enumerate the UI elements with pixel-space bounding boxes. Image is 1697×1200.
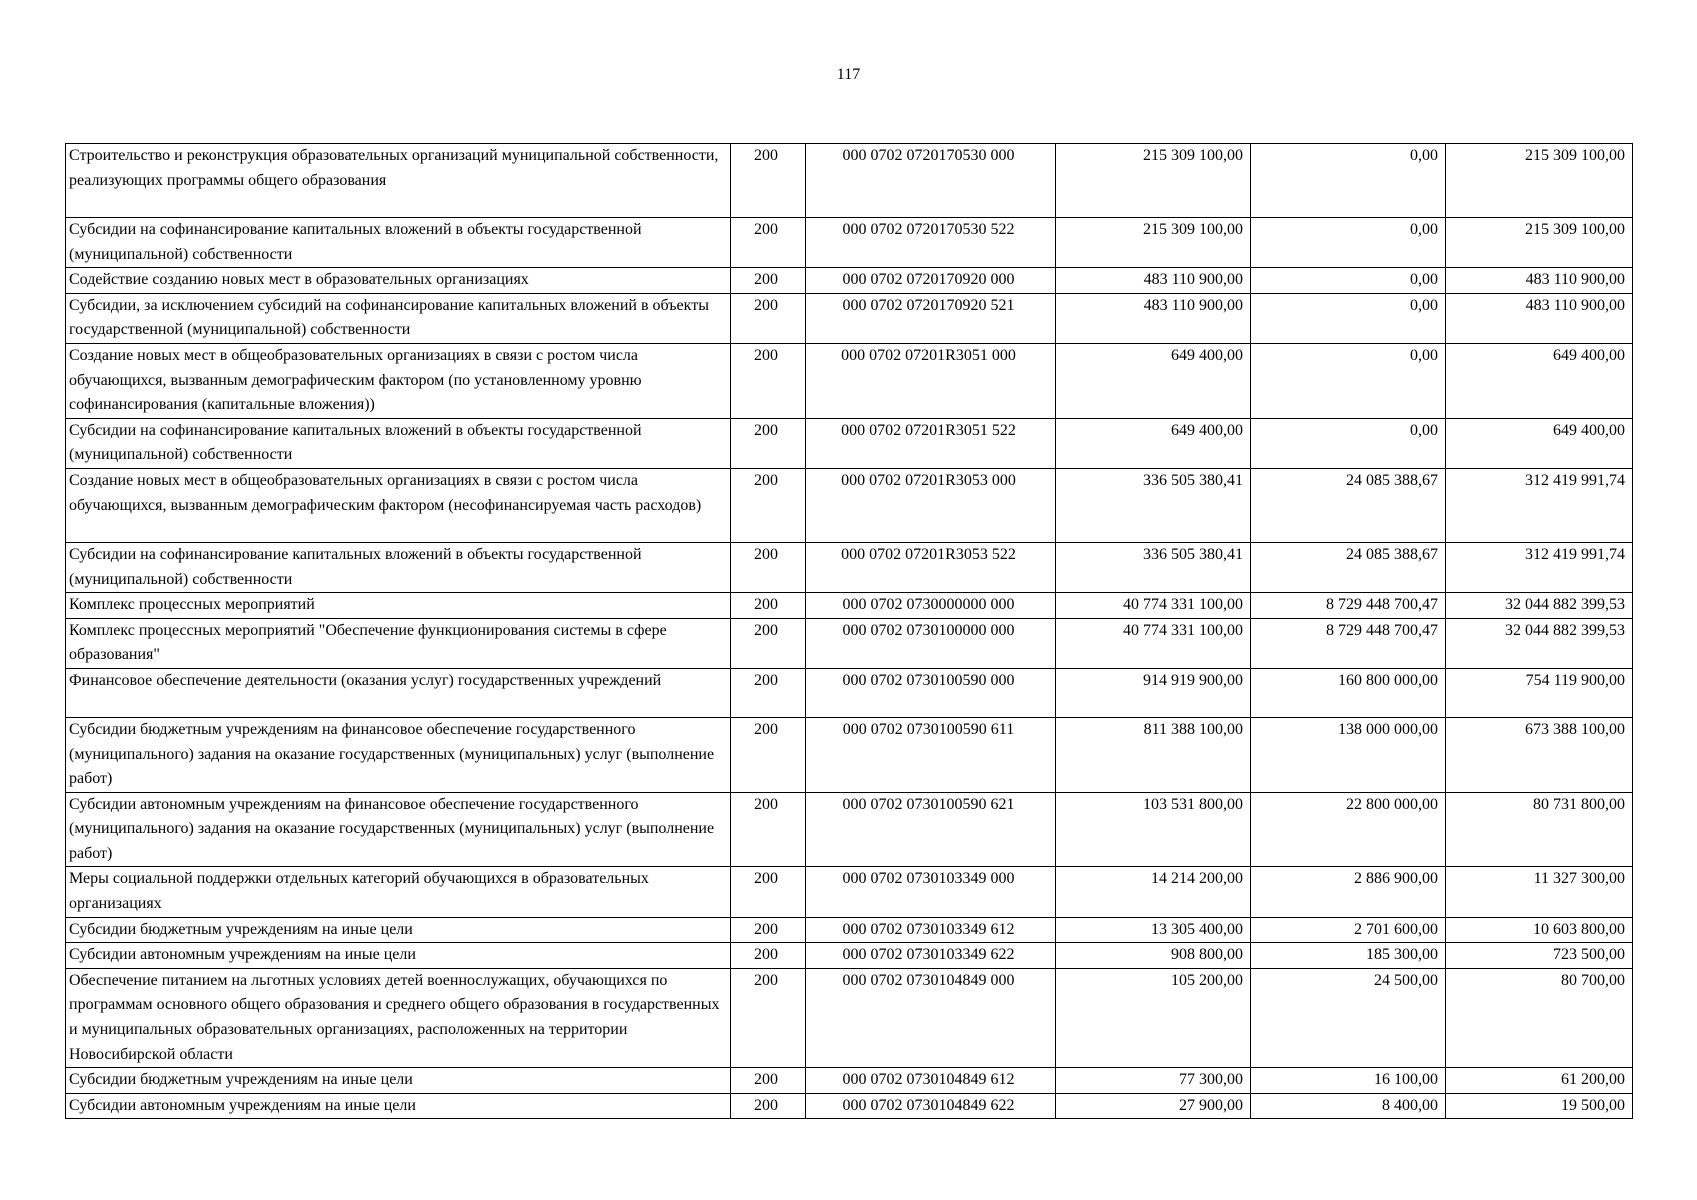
table-row [66,343,1633,418]
row-name: Субсидии бюджетным учреждениям на иные цели [66,1068,731,1094]
row-approved-amount: 103 531 800,00 [1056,792,1251,867]
row-remaining-amount: 649 400,00 [1446,343,1633,418]
row-budget-code: 000 0702 0720170920 521 [806,293,1056,343]
table-row [66,917,1633,943]
row-approved-amount: 77 300,00 [1056,1068,1251,1094]
table-row [66,867,1633,917]
row-approved-amount: 483 110 900,00 [1056,293,1251,343]
table-row [66,792,1633,867]
row-name: Субсидии на софинансирование капитальных вложений в объекты государственной (муниципальной) собственности [66,218,731,268]
table-row [66,1068,1633,1094]
row-executed-amount: 0,00 [1251,218,1446,268]
row-executed-amount: 24 085 388,67 [1251,468,1446,542]
row-name: Субсидии автономным учреждениям на иные цели [66,1093,731,1119]
row-remaining-amount: 61 200,00 [1446,1068,1633,1094]
row-budget-code: 000 0702 0730103349 000 [806,867,1056,917]
row-executed-amount: 8 729 448 700,47 [1251,618,1446,668]
row-budget-code: 000 0702 0730103349 622 [806,943,1056,969]
row-name: Комплекс процессных мероприятий [66,593,731,619]
row-approved-amount: 908 800,00 [1056,943,1251,969]
row-approved-amount: 336 505 380,41 [1056,468,1251,542]
row-approved-amount: 105 200,00 [1056,968,1251,1067]
row-remaining-amount: 483 110 900,00 [1446,268,1633,294]
table-row [66,717,1633,792]
row-code: 200 [731,593,806,619]
table-row [66,618,1633,668]
row-name: Содействие созданию новых мест в образовательных организациях [66,268,731,294]
row-code: 200 [731,468,806,542]
row-code: 200 [731,867,806,917]
row-executed-amount: 2 701 600,00 [1251,917,1446,943]
row-budget-code: 000 0702 0730104849 612 [806,1068,1056,1094]
row-remaining-amount: 483 110 900,00 [1446,293,1633,343]
row-remaining-amount: 723 500,00 [1446,943,1633,969]
table-row [66,593,1633,619]
row-code: 200 [731,542,806,592]
row-approved-amount: 13 305 400,00 [1056,917,1251,943]
table-row [66,968,1633,1067]
table-row [66,943,1633,969]
row-remaining-amount: 215 309 100,00 [1446,144,1633,218]
row-executed-amount: 0,00 [1251,293,1446,343]
row-approved-amount: 811 388 100,00 [1056,717,1251,792]
row-budget-code: 000 0702 0730103349 612 [806,917,1056,943]
row-executed-amount: 0,00 [1251,268,1446,294]
row-code: 200 [731,343,806,418]
row-name: Субсидии на софинансирование капитальных вложений в объекты государственной (муниципальной) собственности [66,418,731,468]
row-executed-amount: 24 500,00 [1251,968,1446,1067]
row-executed-amount: 8 729 448 700,47 [1251,593,1446,619]
row-name: Субсидии бюджетным учреждениям на финансовое обеспечение государственного (муниципального) задания на оказание государственных (муниципальных) услуг (выполнение работ) [66,717,731,792]
row-budget-code: 000 0702 0720170530 000 [806,144,1056,218]
table-row [66,218,1633,268]
row-remaining-amount: 312 419 991,74 [1446,542,1633,592]
row-budget-code: 000 0702 0720170920 000 [806,268,1056,294]
row-name: Субсидии автономным учреждениям на иные цели [66,943,731,969]
row-remaining-amount: 10 603 800,00 [1446,917,1633,943]
row-code: 200 [731,618,806,668]
row-code: 200 [731,1068,806,1094]
row-executed-amount: 160 800 000,00 [1251,668,1446,717]
row-executed-amount: 22 800 000,00 [1251,792,1446,867]
page-number: 117 [836,66,861,83]
row-budget-code: 000 0702 0730000000 000 [806,593,1056,619]
row-code: 200 [731,218,806,268]
row-remaining-amount: 649 400,00 [1446,418,1633,468]
table-row [66,1093,1633,1119]
row-approved-amount: 40 774 331 100,00 [1056,618,1251,668]
row-name: Субсидии на софинансирование капитальных вложений в объекты государственной (муниципальной) собственности [66,542,731,592]
row-name: Меры социальной поддержки отдельных категорий обучающихся в образовательных организациях [66,867,731,917]
row-name: Обеспечение питанием на льготных условиях детей военнослужащих, обучающихся по программам основного общего образования и среднего общего образования в государственных и муниципальных образовательных организациях, расположенных на территории Новосибирской области [66,968,731,1067]
row-approved-amount: 215 309 100,00 [1056,144,1251,218]
row-approved-amount: 649 400,00 [1056,343,1251,418]
row-executed-amount: 2 886 900,00 [1251,867,1446,917]
table-row [66,418,1633,468]
row-name: Субсидии бюджетным учреждениям на иные цели [66,917,731,943]
row-executed-amount: 0,00 [1251,144,1446,218]
row-budget-code: 000 0702 07201R3053 000 [806,468,1056,542]
row-name: Субсидии автономным учреждениям на финансовое обеспечение государственного (муниципального) задания на оказание государственных (муниципальных) услуг (выполнение работ) [66,792,731,867]
row-budget-code: 000 0702 0730104849 622 [806,1093,1056,1119]
row-code: 200 [731,293,806,343]
row-executed-amount: 24 085 388,67 [1251,542,1446,592]
row-approved-amount: 336 505 380,41 [1056,542,1251,592]
row-budget-code: 000 0702 0730104849 000 [806,968,1056,1067]
row-executed-amount: 8 400,00 [1251,1093,1446,1119]
row-code: 200 [731,943,806,969]
row-remaining-amount: 80 731 800,00 [1446,792,1633,867]
table-row [66,268,1633,294]
row-approved-amount: 27 900,00 [1056,1093,1251,1119]
row-code: 200 [731,144,806,218]
row-budget-code: 000 0702 07201R3051 522 [806,418,1056,468]
table-row [66,293,1633,343]
row-remaining-amount: 312 419 991,74 [1446,468,1633,542]
table-row [66,668,1633,717]
row-code: 200 [731,968,806,1067]
row-approved-amount: 914 919 900,00 [1056,668,1251,717]
row-budget-code: 000 0702 07201R3053 522 [806,542,1056,592]
row-remaining-amount: 80 700,00 [1446,968,1633,1067]
row-name: Комплекс процессных мероприятий "Обеспечение функционирования системы в сфере образования" [66,618,731,668]
row-remaining-amount: 11 327 300,00 [1446,867,1633,917]
row-code: 200 [731,717,806,792]
row-code: 200 [731,917,806,943]
budget-table [65,143,1633,1119]
row-remaining-amount: 32 044 882 399,53 [1446,618,1633,668]
row-budget-code: 000 0702 0730100590 000 [806,668,1056,717]
row-remaining-amount: 215 309 100,00 [1446,218,1633,268]
row-executed-amount: 0,00 [1251,418,1446,468]
row-name: Создание новых мест в общеобразовательных организациях в связи с ростом числа обучающихся, вызванным демографическим фактором (по установленному уровню софинансирования (капитальные вложения)) [66,343,731,418]
row-approved-amount: 649 400,00 [1056,418,1251,468]
row-executed-amount: 0,00 [1251,343,1446,418]
row-code: 200 [731,792,806,867]
row-executed-amount: 16 100,00 [1251,1068,1446,1094]
table-row [66,542,1633,592]
table-row [66,144,1633,218]
row-code: 200 [731,668,806,717]
row-code: 200 [731,418,806,468]
row-code: 200 [731,268,806,294]
row-remaining-amount: 754 119 900,00 [1446,668,1633,717]
row-name: Создание новых мест в общеобразовательных организациях в связи с ростом числа обучающихся, вызванным демографическим фактором (несофинансируемая часть расходов) [66,468,731,542]
row-approved-amount: 40 774 331 100,00 [1056,593,1251,619]
row-executed-amount: 185 300,00 [1251,943,1446,969]
row-budget-code: 000 0702 0730100590 611 [806,717,1056,792]
table-row [66,468,1633,542]
row-approved-amount: 14 214 200,00 [1056,867,1251,917]
row-budget-code: 000 0702 0720170530 522 [806,218,1056,268]
row-executed-amount: 138 000 000,00 [1251,717,1446,792]
row-name: Строительство и реконструкция образовательных организаций муниципальной собственности, реализующих программы общего образования [66,144,731,218]
row-approved-amount: 215 309 100,00 [1056,218,1251,268]
row-name: Финансовое обеспечение деятельности (оказания услуг) государственных учреждений [66,668,731,717]
row-name: Субсидии, за исключением субсидий на софинансирование капитальных вложений в объекты государственной (муниципальной) собственности [66,293,731,343]
row-remaining-amount: 32 044 882 399,53 [1446,593,1633,619]
row-budget-code: 000 0702 0730100000 000 [806,618,1056,668]
row-remaining-amount: 19 500,00 [1446,1093,1633,1119]
row-code: 200 [731,1093,806,1119]
row-budget-code: 000 0702 0730100590 621 [806,792,1056,867]
row-remaining-amount: 673 388 100,00 [1446,717,1633,792]
row-budget-code: 000 0702 07201R3051 000 [806,343,1056,418]
row-approved-amount: 483 110 900,00 [1056,268,1251,294]
